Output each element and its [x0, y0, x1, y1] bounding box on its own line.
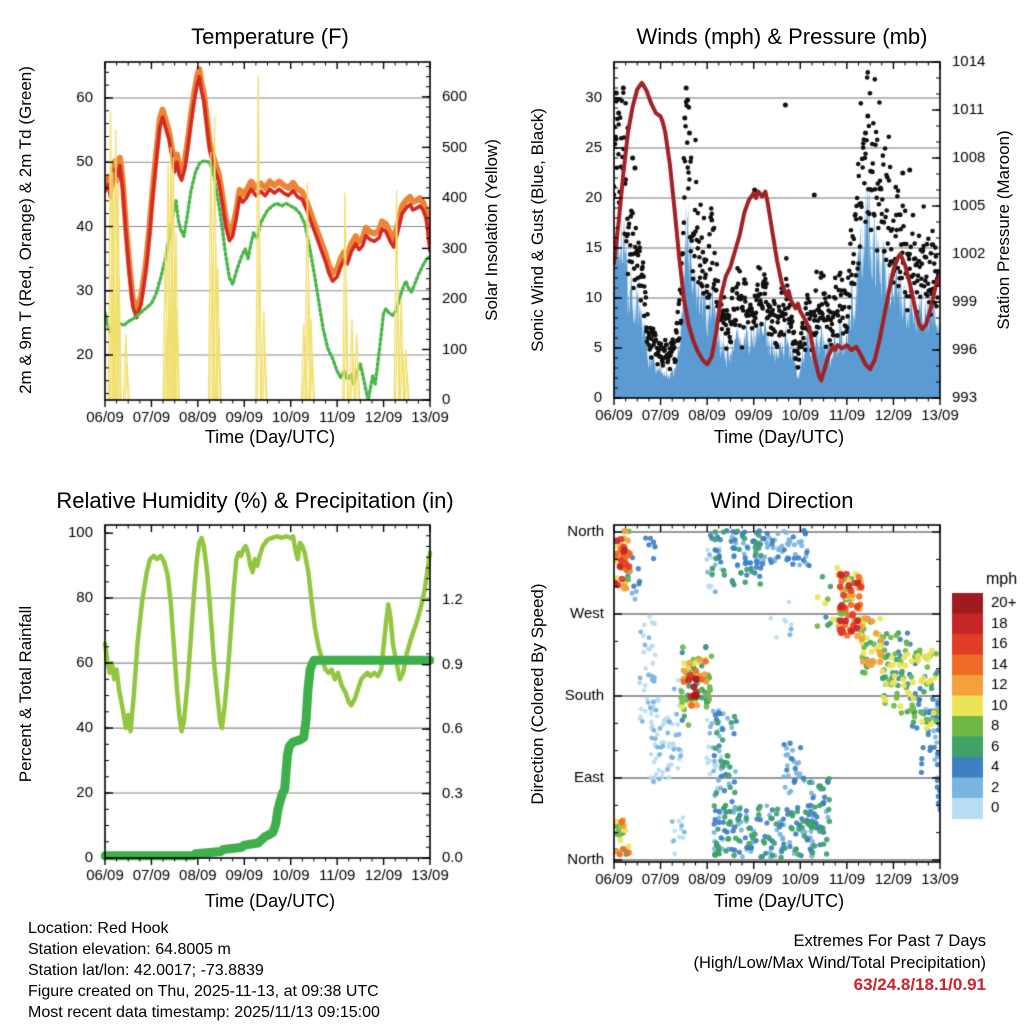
wind-direction-chart-canvas — [512, 480, 1024, 920]
footer-created: Figure created on Thu, 2025-11-13, at 09:38 UTC — [28, 983, 379, 1000]
temperature-chart-canvas — [0, 0, 512, 470]
chart-title-wind-direction: Wind Direction — [710, 488, 854, 513]
y-axis-label-humidity-left: Percent & Total Rainfall — [16, 605, 35, 783]
humidity-precip-chart-canvas — [0, 480, 512, 920]
x-axis-label-winds: Time (Day/UTC) — [713, 427, 845, 447]
y-axis-label-solar-right: Solar Insolation (Yellow) — [482, 139, 501, 321]
footer-timestamp: Most recent data timestamp: 2025/11/13 09:15:00 — [28, 1004, 380, 1021]
x-axis-label-wind-direction: Time (Day/UTC) — [713, 891, 845, 911]
extremes-block — [600, 930, 986, 996]
winds-pressure-chart-canvas — [512, 0, 1024, 470]
chart-title-winds-pressure: Winds (mph) & Pressure (mb) — [636, 24, 928, 49]
footer-elevation: Station elevation: 64.8005 m — [28, 941, 231, 958]
footer-location: Location: Red Hook — [28, 920, 169, 937]
y-axis-label-direction-left: Direction (Colored By Speed) — [528, 583, 547, 805]
station-info-footer — [28, 918, 380, 1023]
x-axis-label-temperature: Time (Day/UTC) — [204, 427, 336, 447]
y-axis-label-wind-left: Sonic Wind & Gust (Blue, Black) — [528, 108, 547, 352]
extremes-title: Extremes For Past 7 Days — [793, 932, 986, 950]
extremes-value: 63/24.8/18.1/0.91 — [853, 975, 986, 994]
y-axis-label-pressure-right: Station Pressure (Maroon) — [994, 130, 1013, 330]
x-axis-label-humidity: Time (Day/UTC) — [204, 891, 336, 911]
chart-title-temperature: Temperature (F) — [191, 24, 349, 49]
chart-title-humidity-precip: Relative Humidity (%) & Precipitation (in) — [56, 488, 454, 513]
extremes-subtitle: (High/Low/Max Wind/Total Precipitation) — [693, 954, 986, 972]
y-axis-label-temperature-left: 2m & 9m T (Red, Orange) & 2m Td (Green) — [16, 66, 35, 394]
footer-latlon: Station lat/lon: 42.0017; -73.8839 — [28, 962, 264, 979]
